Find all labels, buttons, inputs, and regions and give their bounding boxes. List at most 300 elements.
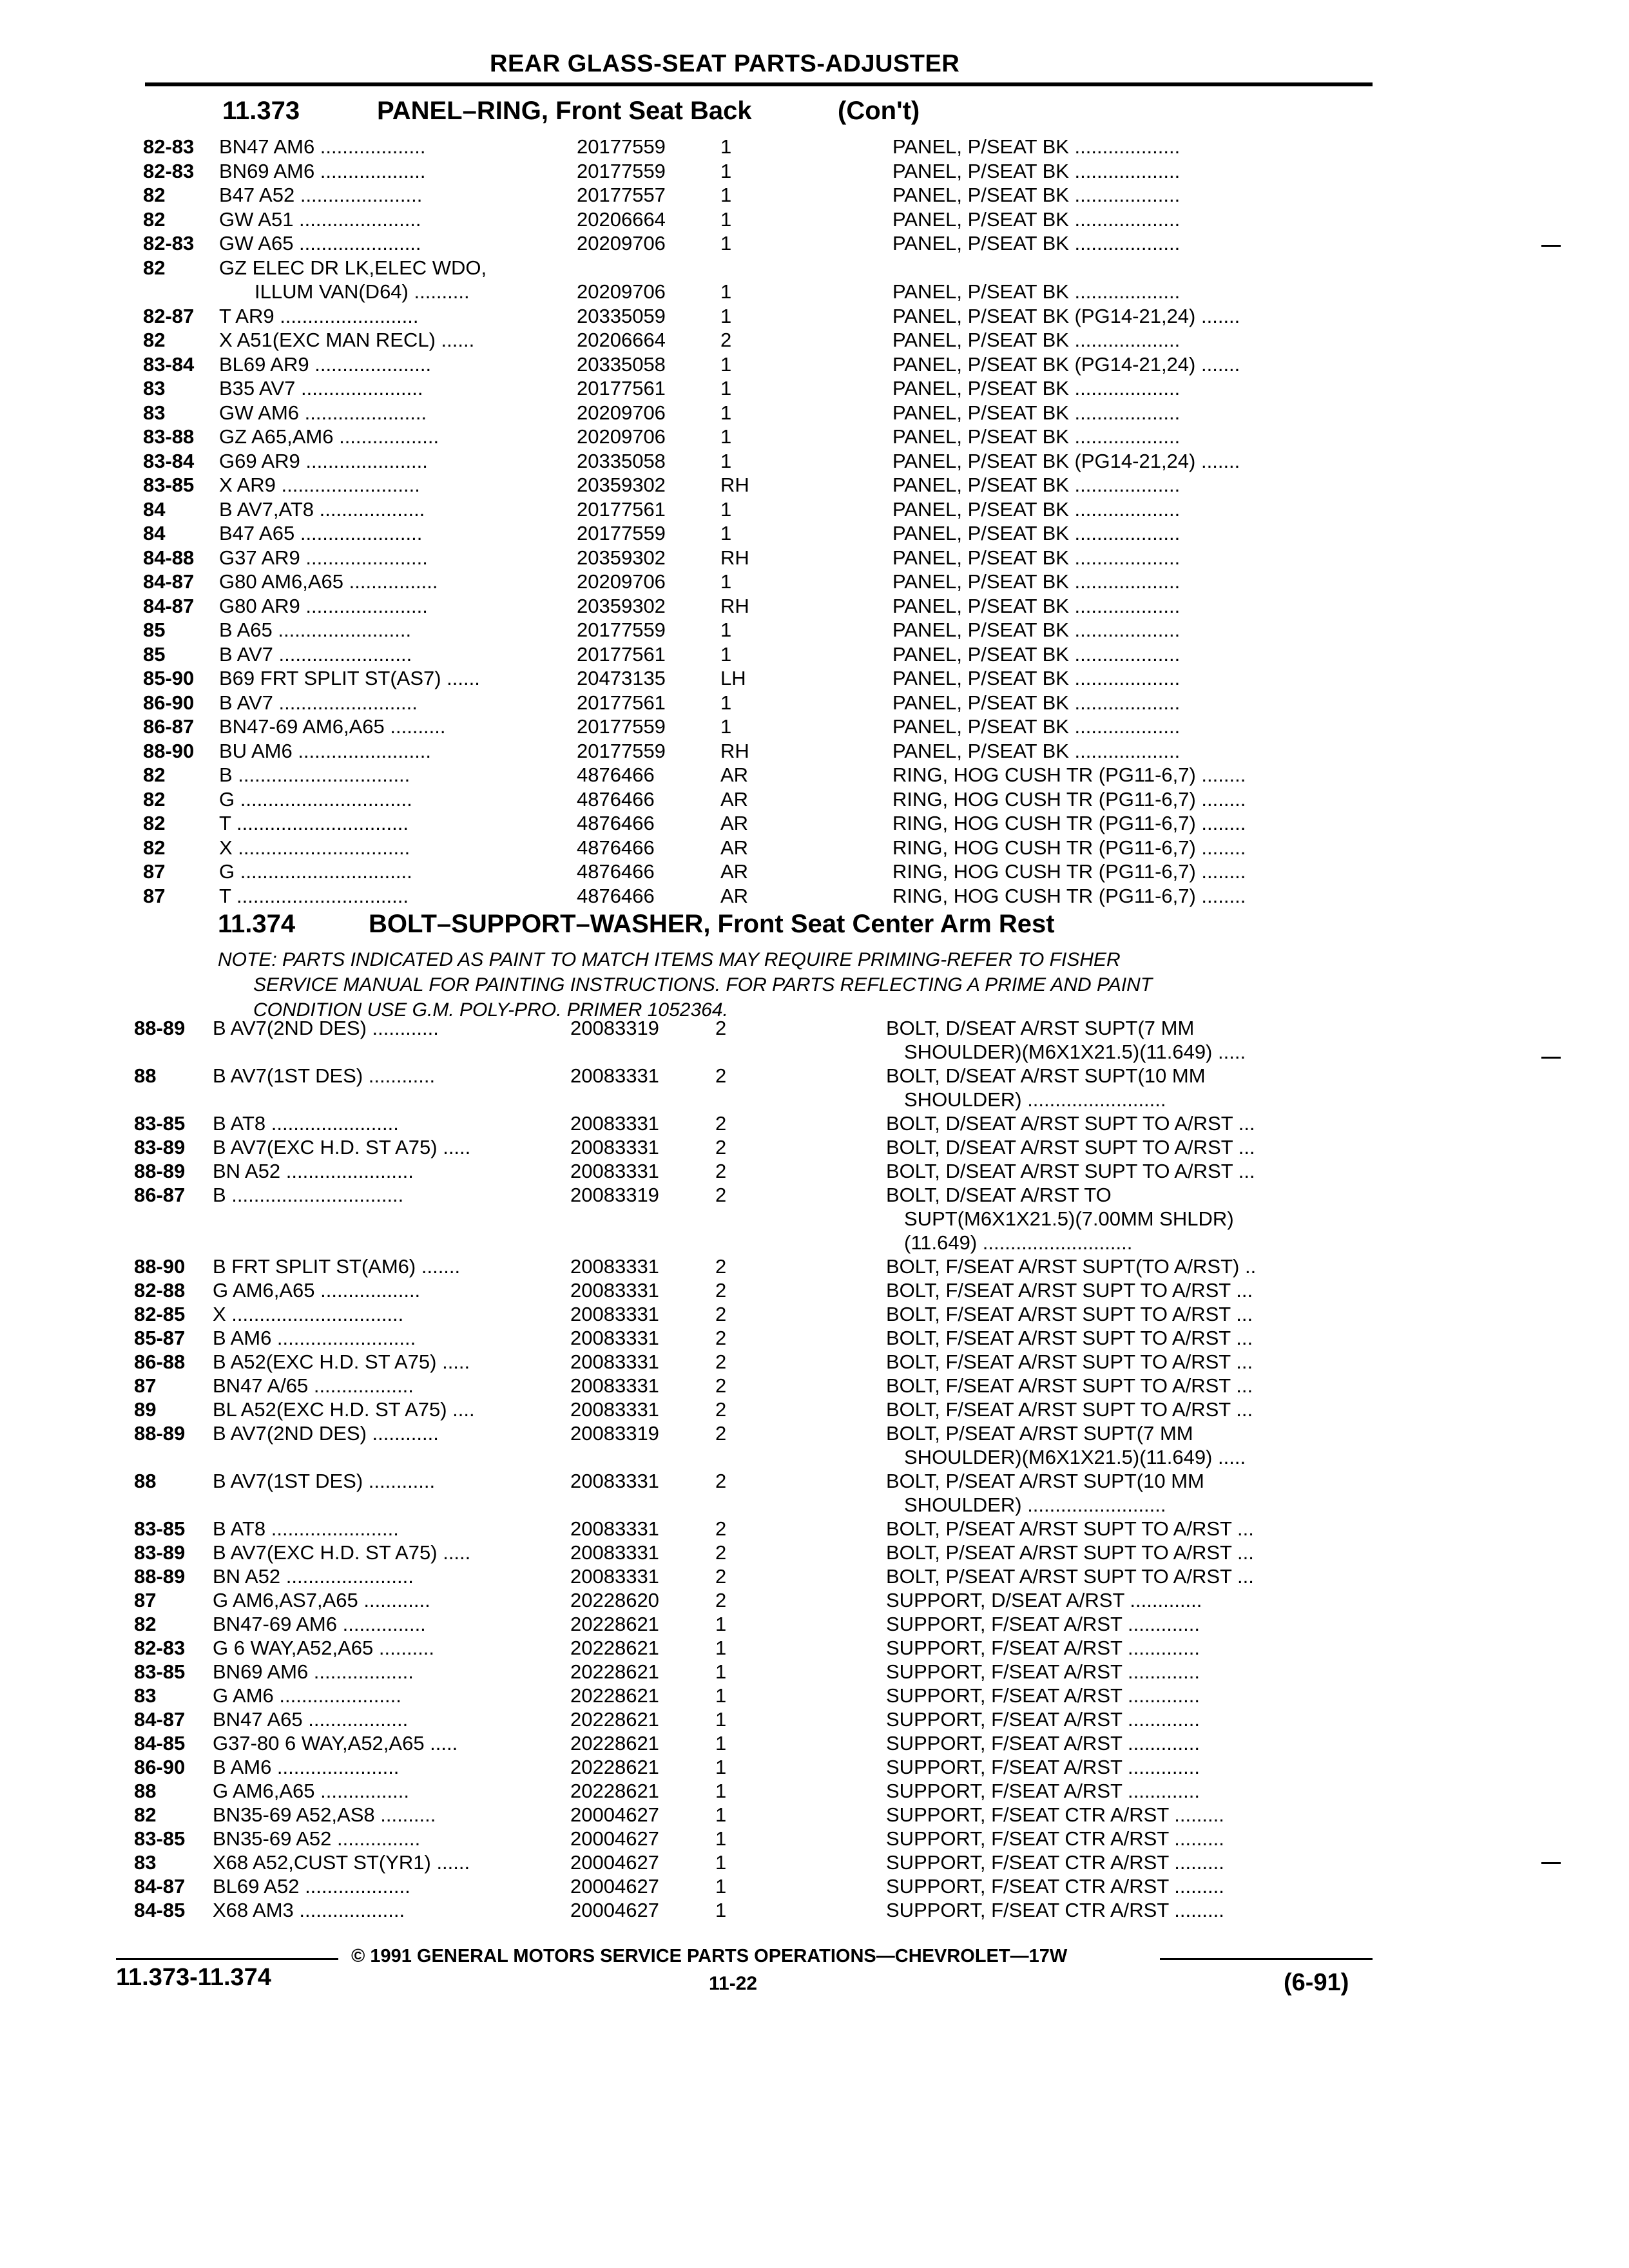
- description: PANEL, P/SEAT BK (PG14-21,24) .......: [892, 304, 1240, 327]
- model-code: BL A52(EXC H.D. ST A75) ....: [213, 1398, 475, 1421]
- part-number: 20083319: [570, 1017, 659, 1039]
- year-range: 87: [134, 1374, 157, 1397]
- description: SUPPORT, F/SEAT A/RST .............: [886, 1660, 1200, 1683]
- description: RING, HOG CUSH TR (PG11-6,7) ........: [892, 884, 1246, 907]
- part-number: 20228621: [570, 1660, 659, 1683]
- year-range: 83: [143, 377, 166, 399]
- description: PANEL, P/SEAT BK ...................: [892, 739, 1181, 762]
- description: BOLT, F/SEAT A/RST SUPT(TO A/RST) ..: [886, 1255, 1257, 1278]
- model-code: G37-80 6 WAY,A52,A65 .....: [213, 1732, 458, 1754]
- description: SUPPORT, F/SEAT A/RST .............: [886, 1637, 1200, 1659]
- quantity: 1: [720, 280, 732, 303]
- model-code: BN35-69 A52,AS8 ..........: [213, 1803, 436, 1826]
- year-range: 83: [134, 1851, 157, 1874]
- quantity: 1: [715, 1803, 727, 1826]
- description: PANEL, P/SEAT BK ...................: [892, 401, 1181, 424]
- description: PANEL, P/SEAT BK ...................: [892, 497, 1181, 521]
- model-code: B AM6 .........................: [213, 1327, 416, 1349]
- quantity: AR: [720, 836, 749, 859]
- part-number: 20228621: [570, 1780, 659, 1802]
- model-code: BN47-69 AM6 ...............: [213, 1613, 426, 1635]
- year-range: 88: [134, 1470, 157, 1492]
- year-range: 82: [134, 1613, 157, 1635]
- quantity: RH: [720, 474, 749, 496]
- quantity: 1: [715, 1756, 727, 1778]
- description: BOLT, P/SEAT A/RST SUPT(7 MM: [886, 1422, 1193, 1445]
- model-code: BN69 AM6 ...................: [219, 159, 426, 182]
- description: PANEL, P/SEAT BK ...................: [892, 667, 1181, 689]
- model-code: B AV7(2ND DES) ............: [213, 1422, 439, 1445]
- model-code: G ...............................: [219, 860, 412, 883]
- description: SUPPORT, D/SEAT A/RST .............: [886, 1589, 1202, 1611]
- model-code: BN69 AM6 ..................: [213, 1660, 414, 1683]
- year-range: 83-85: [143, 474, 195, 496]
- quantity: 2: [715, 1255, 727, 1278]
- year-range: 84: [143, 522, 166, 544]
- part-number: 20083331: [570, 1350, 659, 1373]
- description: RING, HOG CUSH TR (PG11-6,7) ........: [892, 787, 1246, 811]
- description: PANEL, P/SEAT BK (PG14-21,24) .......: [892, 352, 1240, 376]
- part-number: 20228621: [570, 1637, 659, 1659]
- year-range: 88-90: [143, 739, 195, 762]
- section-number: 11.373: [222, 97, 300, 125]
- model-code: B A65 ........................: [219, 619, 412, 641]
- quantity: 1: [715, 1780, 727, 1802]
- year-range: 82: [143, 184, 166, 206]
- part-number: 20004627: [570, 1899, 659, 1921]
- year-range: 85-87: [134, 1327, 186, 1349]
- model-code: BN35-69 A52 ...............: [213, 1827, 421, 1850]
- top-rule: [145, 82, 1373, 86]
- quantity: AR: [720, 884, 749, 907]
- model-code: G AM6,A65 ................: [213, 1780, 409, 1802]
- quantity: 1: [715, 1684, 727, 1707]
- model-code: B FRT SPLIT ST(AM6) .......: [213, 1255, 461, 1278]
- quantity: 1: [720, 425, 732, 448]
- year-range: 87: [143, 860, 166, 883]
- year-range: 82-83: [143, 232, 195, 255]
- part-number: 20083319: [570, 1422, 659, 1445]
- part-number: 20177559: [577, 135, 666, 158]
- description: RING, HOG CUSH TR (PG11-6,7) ........: [892, 836, 1246, 859]
- quantity: 1: [715, 1732, 727, 1754]
- model-code: G AM6,A65 ..................: [213, 1279, 421, 1302]
- description: BOLT, D/SEAT A/RST SUPT(10 MM: [886, 1064, 1206, 1087]
- model-code: GZ A65,AM6 ..................: [219, 425, 439, 448]
- quantity: AR: [720, 812, 749, 834]
- quantity: 1: [720, 522, 732, 544]
- quantity: 2: [715, 1184, 727, 1206]
- description: SUPPORT, F/SEAT A/RST .............: [886, 1780, 1200, 1802]
- quantity: 2: [715, 1350, 727, 1373]
- model-code: T ...............................: [219, 812, 409, 834]
- year-range: 82: [143, 836, 166, 859]
- part-number: 20083331: [570, 1136, 659, 1158]
- quantity: AR: [720, 764, 749, 786]
- quantity: 2: [715, 1303, 727, 1325]
- part-number: 20228621: [570, 1613, 659, 1635]
- year-range: 83-85: [134, 1660, 186, 1683]
- part-number: 20177557: [577, 184, 666, 206]
- part-number: 20177559: [577, 739, 666, 762]
- part-number: 20177561: [577, 377, 666, 399]
- model-code: GW A51 ......................: [219, 207, 421, 231]
- description: SUPPORT, F/SEAT A/RST .............: [886, 1684, 1200, 1707]
- year-range: 82: [143, 329, 166, 351]
- model-code: G37 AR9 ......................: [219, 546, 428, 569]
- description: PANEL, P/SEAT BK ...................: [892, 232, 1181, 255]
- year-range: 86-90: [143, 691, 195, 714]
- quantity: 1: [715, 1613, 727, 1635]
- quantity: 1: [720, 377, 732, 399]
- description: BOLT, D/SEAT A/RST SUPT TO A/RST ...: [886, 1112, 1255, 1135]
- description: SHOULDER) .........................: [904, 1088, 1166, 1111]
- model-code: X ...............................: [219, 836, 410, 859]
- part-number: 20083331: [570, 1565, 659, 1588]
- description: PANEL, P/SEAT BK ...................: [892, 474, 1181, 496]
- model-code: B69 FRT SPLIT ST(AS7) ......: [219, 667, 480, 689]
- model-code: G ...............................: [219, 787, 412, 811]
- model-code: BN47 AM6 ...................: [219, 135, 426, 158]
- part-number: 20083331: [570, 1470, 659, 1492]
- description: SHOULDER)(M6X1X21.5)(11.649) .....: [904, 1041, 1246, 1063]
- year-range: 82-83: [134, 1637, 186, 1659]
- part-number: 20209706: [577, 280, 666, 303]
- description: PANEL, P/SEAT BK ...................: [892, 184, 1181, 206]
- description: PANEL, P/SEAT BK ...................: [892, 570, 1181, 593]
- year-range: 82: [143, 207, 166, 231]
- part-number: 20083331: [570, 1279, 659, 1302]
- model-code: BN47 A65 ..................: [213, 1708, 409, 1731]
- model-code: B AM6 ......................: [213, 1756, 400, 1778]
- part-number: 20083331: [570, 1374, 659, 1397]
- model-code: BN A52 .......................: [213, 1565, 414, 1588]
- quantity: 1: [715, 1851, 727, 1874]
- section-number: 11.374: [218, 910, 296, 938]
- part-number: 20083331: [570, 1064, 659, 1087]
- year-range: 84: [143, 497, 166, 521]
- quantity: 1: [715, 1899, 727, 1921]
- description: BOLT, D/SEAT A/RST SUPT TO A/RST ...: [886, 1136, 1255, 1158]
- part-number: 20228620: [570, 1589, 659, 1611]
- footer-section-range: 11.373-11.374: [116, 1964, 271, 1991]
- model-code: B AV7,AT8 ...................: [219, 497, 425, 521]
- quantity: 1: [720, 642, 732, 666]
- year-range: 83-85: [134, 1517, 186, 1540]
- year-range: 85: [143, 642, 166, 666]
- quantity: 1: [720, 232, 732, 255]
- model-code: BL69 A52 ...................: [213, 1875, 410, 1898]
- section-title: BOLT–SUPPORT–WASHER, Front Seat Center Arm Rest: [369, 910, 1055, 938]
- year-range: 87: [143, 884, 166, 907]
- quantity: 2: [715, 1589, 727, 1611]
- description: PANEL, P/SEAT BK ...................: [892, 280, 1181, 303]
- section-title: PANEL–RING, Front Seat Back: [377, 97, 752, 125]
- year-range: 84-87: [134, 1875, 186, 1898]
- model-code: B AV7(1ST DES) ............: [213, 1470, 436, 1492]
- model-code: G AM6 ......................: [213, 1684, 401, 1707]
- quantity: AR: [720, 860, 749, 883]
- description: RING, HOG CUSH TR (PG11-6,7) ........: [892, 860, 1246, 883]
- model-code: GZ ELEC DR LK,ELEC WDO,: [219, 256, 487, 279]
- footer-rule-right: [1160, 1958, 1373, 1960]
- part-number: 20359302: [577, 474, 666, 496]
- year-range: 84-85: [134, 1899, 186, 1921]
- year-range: 83: [134, 1684, 157, 1707]
- part-number: 20473135: [577, 667, 666, 689]
- year-range: 84-87: [143, 570, 195, 593]
- year-range: 85: [143, 619, 166, 641]
- part-number: 20083331: [570, 1517, 659, 1540]
- quantity: 1: [720, 184, 732, 206]
- year-range: 82-85: [134, 1303, 186, 1325]
- year-range: 86-88: [134, 1350, 186, 1373]
- quantity: 2: [715, 1398, 727, 1421]
- quantity: 1: [720, 715, 732, 738]
- footer-rule-left: [116, 1958, 338, 1960]
- quantity: 1: [720, 619, 732, 641]
- note-line: SERVICE MANUAL FOR PAINTING INSTRUCTIONS. FOR PARTS REFLECTING A PRIME AND PAINT: [253, 974, 1153, 995]
- model-code: BN47-69 AM6,A65 ..........: [219, 715, 446, 738]
- part-number: 20083331: [570, 1160, 659, 1182]
- model-code: B AT8 .......................: [213, 1517, 399, 1540]
- year-range: 82-88: [134, 1279, 186, 1302]
- part-number: 20004627: [570, 1875, 659, 1898]
- year-range: 87: [134, 1589, 157, 1611]
- model-code: T AR9 .........................: [219, 304, 419, 327]
- description: PANEL, P/SEAT BK ...................: [892, 522, 1181, 544]
- model-code: X68 AM3 ...................: [213, 1899, 405, 1921]
- description: BOLT, P/SEAT A/RST SUPT(10 MM: [886, 1470, 1204, 1492]
- quantity: 1: [715, 1660, 727, 1683]
- quantity: 1: [720, 401, 732, 424]
- footer-date-code: (6-91): [1284, 1969, 1349, 1996]
- model-code: BL69 AR9 .....................: [219, 352, 432, 376]
- model-code: X AR9 .........................: [219, 474, 420, 496]
- year-range: 88: [134, 1064, 157, 1087]
- model-code: GW A65 ......................: [219, 232, 421, 255]
- quantity: 2: [715, 1017, 727, 1039]
- model-code: B ...............................: [219, 764, 410, 786]
- quantity: 2: [715, 1160, 727, 1182]
- description: BOLT, F/SEAT A/RST SUPT TO A/RST ...: [886, 1350, 1253, 1373]
- year-range: 86-87: [134, 1184, 186, 1206]
- year-range: 82: [143, 256, 166, 279]
- section-note: [218, 947, 1152, 1023]
- model-code: BN A52 .......................: [213, 1160, 414, 1182]
- quantity: RH: [720, 739, 749, 762]
- part-number: 20083331: [570, 1327, 659, 1349]
- model-code: B AV7(2ND DES) ............: [213, 1017, 439, 1039]
- year-range: 85-90: [143, 667, 195, 689]
- part-number: 20335058: [577, 352, 666, 376]
- description: SUPPORT, F/SEAT CTR A/RST .........: [886, 1875, 1224, 1898]
- description: PANEL, P/SEAT BK ...................: [892, 546, 1181, 569]
- quantity: 2: [715, 1279, 727, 1302]
- part-number: 20209706: [577, 401, 666, 424]
- year-range: 82-83: [143, 135, 195, 158]
- year-range: 82: [143, 764, 166, 786]
- part-number: 4876466: [577, 860, 655, 883]
- description: (11.649) ...........................: [904, 1231, 1133, 1254]
- description: PANEL, P/SEAT BK ...................: [892, 329, 1181, 351]
- year-range: 82: [143, 787, 166, 811]
- quantity: 1: [720, 570, 732, 593]
- model-code: B AV7 .........................: [219, 691, 418, 714]
- description: BOLT, P/SEAT A/RST SUPT TO A/RST ...: [886, 1565, 1254, 1588]
- year-range: 83-89: [134, 1541, 186, 1564]
- page-title: REAR GLASS-SEAT PARTS-ADJUSTER: [490, 50, 960, 77]
- part-number: 20177561: [577, 691, 666, 714]
- model-code: X68 A52,CUST ST(YR1) ......: [213, 1851, 470, 1874]
- part-number: 20177561: [577, 642, 666, 666]
- model-code: B AT8 .......................: [213, 1112, 399, 1135]
- year-range: 82: [143, 812, 166, 834]
- part-number: 20335058: [577, 449, 666, 472]
- part-number: 20228621: [570, 1732, 659, 1754]
- quantity: RH: [720, 546, 749, 569]
- description: PANEL, P/SEAT BK ...................: [892, 135, 1181, 158]
- year-range: 84-87: [143, 594, 195, 617]
- year-range: 84-88: [143, 546, 195, 569]
- part-number: 20206664: [577, 329, 666, 351]
- description: SUPPORT, F/SEAT A/RST .............: [886, 1613, 1200, 1635]
- year-range: 86-87: [143, 715, 195, 738]
- quantity: 1: [720, 497, 732, 521]
- model-code: GW AM6 ......................: [219, 401, 427, 424]
- description: SUPPORT, F/SEAT A/RST .............: [886, 1732, 1200, 1754]
- part-number: 20177559: [577, 619, 666, 641]
- year-range: 88: [134, 1780, 157, 1802]
- year-range: 82: [134, 1803, 157, 1826]
- description: BOLT, F/SEAT A/RST SUPT TO A/RST ...: [886, 1398, 1253, 1421]
- year-range: 83-89: [134, 1136, 186, 1158]
- quantity: 2: [715, 1136, 727, 1158]
- part-number: 20177561: [577, 497, 666, 521]
- description: BOLT, P/SEAT A/RST SUPT TO A/RST ...: [886, 1517, 1254, 1540]
- description: PANEL, P/SEAT BK ...................: [892, 377, 1181, 399]
- part-number: 20335059: [577, 304, 666, 327]
- part-number: 20083331: [570, 1303, 659, 1325]
- quantity: 1: [715, 1708, 727, 1731]
- quantity: 2: [715, 1327, 727, 1349]
- description: SHOULDER)(M6X1X21.5)(11.649) .....: [904, 1446, 1246, 1468]
- model-code: B47 A52 ......................: [219, 184, 423, 206]
- quantity: 2: [715, 1422, 727, 1445]
- part-number: 4876466: [577, 812, 655, 834]
- year-range: 83-85: [134, 1827, 186, 1850]
- description: BOLT, D/SEAT A/RST SUPT(7 MM: [886, 1017, 1195, 1039]
- quantity: 2: [715, 1064, 727, 1087]
- year-range: 88-89: [134, 1160, 186, 1182]
- quantity: 2: [715, 1374, 727, 1397]
- description: SUPPORT, F/SEAT CTR A/RST .........: [886, 1899, 1224, 1921]
- margin-mark: [1541, 245, 1561, 247]
- quantity: 2: [715, 1565, 727, 1588]
- model-code: T ...............................: [219, 884, 409, 907]
- part-number: 20083331: [570, 1541, 659, 1564]
- quantity: 2: [715, 1112, 727, 1135]
- description: SUPPORT, F/SEAT CTR A/RST .........: [886, 1827, 1224, 1850]
- description: SUPT(M6X1X21.5)(7.00MM SHLDR): [904, 1207, 1234, 1230]
- part-number: 20209706: [577, 232, 666, 255]
- description: BOLT, F/SEAT A/RST SUPT TO A/RST ...: [886, 1303, 1253, 1325]
- section-heading-11-374: [0, 910, 1629, 942]
- model-code: BU AM6 ........................: [219, 739, 432, 762]
- year-range: 82-83: [143, 159, 195, 182]
- year-range: 83-84: [143, 352, 195, 376]
- model-code: B AV7 ........................: [219, 642, 412, 666]
- model-code: B A52(EXC H.D. ST A75) .....: [213, 1350, 470, 1373]
- quantity: LH: [720, 667, 746, 689]
- description: PANEL, P/SEAT BK ...................: [892, 619, 1181, 641]
- part-number: 20177559: [577, 715, 666, 738]
- quantity: 2: [715, 1517, 727, 1540]
- year-range: 83-85: [134, 1112, 186, 1135]
- year-range: 88-90: [134, 1255, 186, 1278]
- quantity: 1: [715, 1637, 727, 1659]
- quantity: 1: [715, 1827, 727, 1850]
- quantity: 1: [720, 159, 732, 182]
- year-range: 82-87: [143, 304, 195, 327]
- note-line: CONDITION USE G.M. POLY-PRO. PRIMER 1052364.: [253, 999, 728, 1021]
- quantity: 1: [720, 304, 732, 327]
- part-number: 20228621: [570, 1684, 659, 1707]
- model-code: B ...............................: [213, 1184, 404, 1206]
- part-number: 20359302: [577, 594, 666, 617]
- description: PANEL, P/SEAT BK ...................: [892, 425, 1181, 448]
- model-code: BN47 A/65 ..................: [213, 1374, 414, 1397]
- description: PANEL, P/SEAT BK ...................: [892, 159, 1181, 182]
- description: RING, HOG CUSH TR (PG11-6,7) ........: [892, 764, 1246, 786]
- year-range: 83-84: [143, 449, 195, 472]
- model-code: ILLUM VAN(D64) ..........: [255, 280, 470, 303]
- copyright: © 1991 GENERAL MOTORS SERVICE PARTS OPERATIONS—CHEVROLET—17W: [351, 1946, 1068, 1966]
- year-range: 89: [134, 1398, 157, 1421]
- model-code: G 6 WAY,A52,A65 ..........: [213, 1637, 435, 1659]
- section-continued: (Con't): [838, 97, 920, 125]
- description: PANEL, P/SEAT BK ...................: [892, 594, 1181, 617]
- margin-mark: [1541, 1057, 1561, 1059]
- year-range: 84-87: [134, 1708, 186, 1731]
- year-range: 88-89: [134, 1017, 186, 1039]
- description: SUPPORT, F/SEAT CTR A/RST .........: [886, 1803, 1224, 1826]
- model-code: G AM6,AS7,A65 ............: [213, 1589, 430, 1611]
- part-number: 20228621: [570, 1708, 659, 1731]
- description: BOLT, F/SEAT A/RST SUPT TO A/RST ...: [886, 1374, 1253, 1397]
- model-code: G80 AR9 ......................: [219, 594, 428, 617]
- quantity: RH: [720, 594, 749, 617]
- year-range: 84-85: [134, 1732, 186, 1754]
- part-number: 20206664: [577, 207, 666, 231]
- year-range: 83: [143, 401, 166, 424]
- footer-page-number: 11-22: [709, 1973, 758, 1994]
- part-number: 4876466: [577, 884, 655, 907]
- quantity: 1: [715, 1875, 727, 1898]
- part-number: 4876466: [577, 836, 655, 859]
- part-number: 20359302: [577, 546, 666, 569]
- part-number: 20209706: [577, 425, 666, 448]
- part-number: 4876466: [577, 787, 655, 811]
- part-number: 20209706: [577, 570, 666, 593]
- model-code: B47 A65 ......................: [219, 522, 423, 544]
- quantity: 2: [715, 1470, 727, 1492]
- description: BOLT, D/SEAT A/RST SUPT TO A/RST ...: [886, 1160, 1255, 1182]
- year-range: 86-90: [134, 1756, 186, 1778]
- model-code: B AV7(EXC H.D. ST A75) .....: [213, 1136, 471, 1158]
- description: SUPPORT, F/SEAT A/RST .............: [886, 1708, 1200, 1731]
- part-number: 20177559: [577, 159, 666, 182]
